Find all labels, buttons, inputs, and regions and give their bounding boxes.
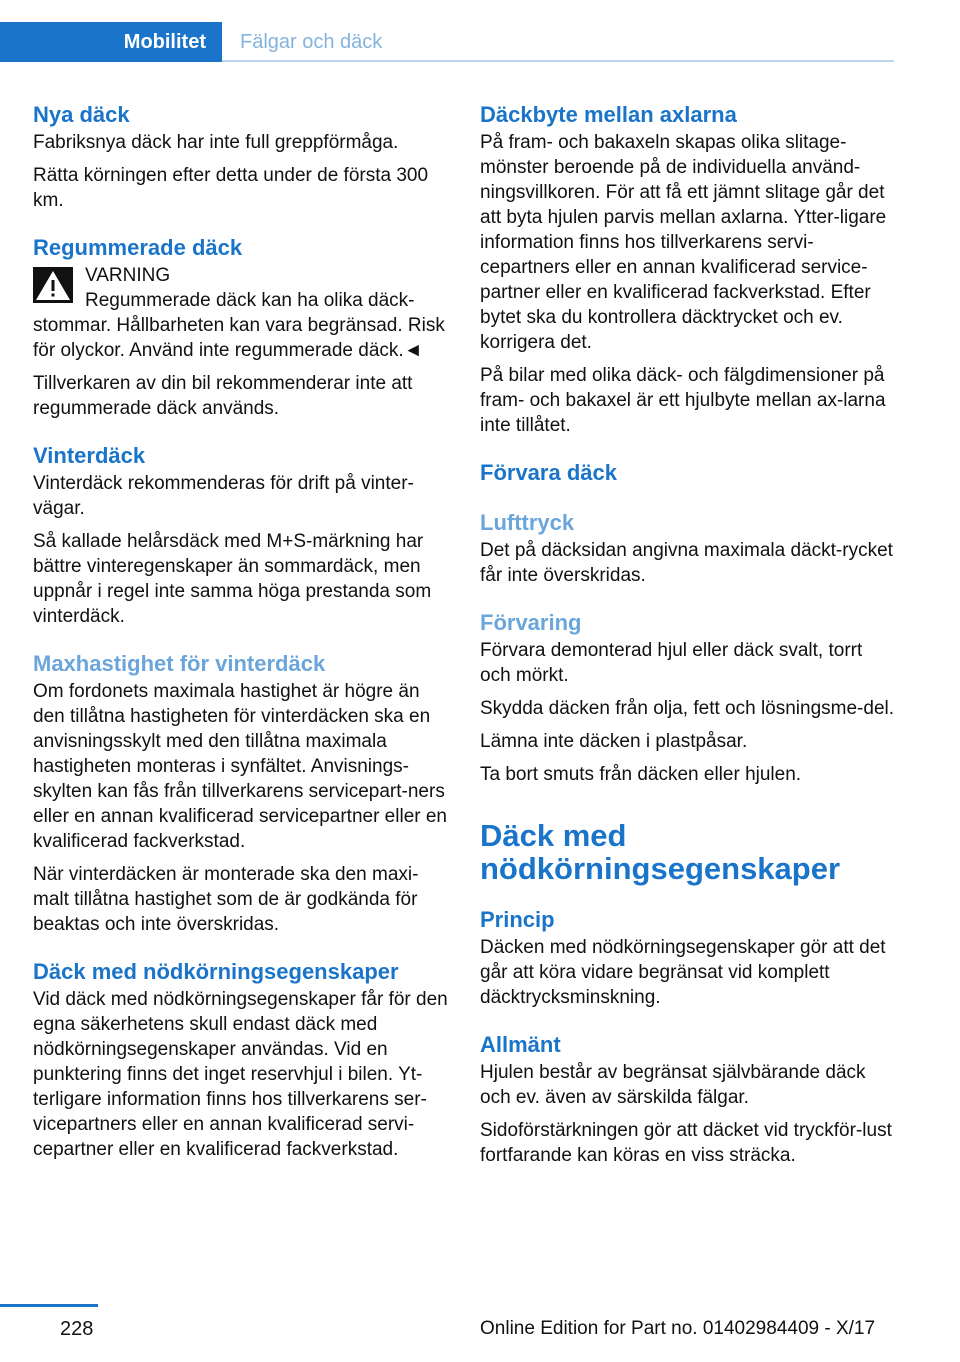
paragraph: Det på däcksidan angivna maximala däckt-rycket får inte överskridas. xyxy=(480,540,893,586)
paragraph: Skydda däcken från olja, fett och lösningsme-del. xyxy=(480,698,895,719)
warning-text: Regummerade däck kan ha olika däck-stommar. Hållbarheten kan vara begränsad. Risk för olyckor. Använd inte regummerade däck.◄ xyxy=(33,290,445,361)
heading-regummerade: Regummerade däck xyxy=(33,235,243,260)
chapter-title-line2: nödkörningsegenskaper xyxy=(480,851,841,886)
paragraph: På bilar med olika däck- och fälgdimensioner på fram- och bakaxel är ett hjulbyte mellan ax-larna inte tillåtet. xyxy=(480,365,886,436)
footer-rule xyxy=(0,1304,98,1307)
paragraph: Vid däck med nödkörningsegenskaper får för den egna säkerhetens skull endast däck med nödkörningsegenskaper användas. Vid en punktering finns det inget reservhjul i bilen. Yt-terligare information finns hos tillverkarens ser-vicepartners eller en annan kvalificerad servi-cepartner eller en kvalificerad fackverkstad. xyxy=(33,989,448,1160)
section-tab-mobilitet[interactable]: Mobilitet xyxy=(0,22,222,62)
heading-nya-dack: Nya däck xyxy=(33,102,130,127)
paragraph: Så kallade helårsdäck med M+S-märkning har bättre vinteregenskaper än sommardäck, men uppnår i regel inte samma höga prestanda som vinterdäck. xyxy=(33,531,432,627)
heading-vinterdack: Vinterdäck xyxy=(33,443,146,468)
chapter-title-line1: Däck med xyxy=(480,818,627,853)
section-tab-falgar[interactable]: Fälgar och däck xyxy=(240,30,383,53)
heading-allmant: Allmänt xyxy=(480,1032,561,1057)
paragraph: Hjulen består av begränsat självbärande däck och ev. även av särskilda fälgar. xyxy=(480,1062,866,1108)
edition-note: Online Edition for Part no. 01402984409 - X/17 xyxy=(480,1318,876,1339)
paragraph: Sidoförstärkningen gör att däcket vid tryckför-lust fortfarande kan köras en viss sträcka. xyxy=(480,1120,892,1166)
heading-forvaring: Förvaring xyxy=(480,610,582,635)
heading-lufttryck: Lufttryck xyxy=(480,510,575,535)
page-number: 228 xyxy=(60,1318,94,1340)
heading-forvara-dack: Förvara däck xyxy=(480,460,617,485)
heading-princip: Princip xyxy=(480,907,555,932)
paragraph: När vinterdäcken är monterade ska den maxi-malt tillåtna hastighet som de är godkända för beaktas och inte överskridas. xyxy=(33,864,419,935)
paragraph: Förvara demonterad hjul eller däck svalt, torrt och mörkt. xyxy=(480,640,863,686)
right-column xyxy=(480,100,894,1168)
warning-box xyxy=(33,263,449,363)
heading-nodkorning: Däck med nödkörningsegenskaper xyxy=(33,959,399,984)
warning-triangle-icon xyxy=(33,267,73,303)
paragraph: Ta bort smuts från däcken eller hjulen. xyxy=(480,764,802,785)
paragraph: Vinterdäck rekommenderas för drift på vinter-vägar. xyxy=(33,473,414,519)
chapter-title xyxy=(480,819,894,885)
header-rule xyxy=(222,60,894,62)
paragraph: Rätta körningen efter detta under de första 300 km. xyxy=(33,165,429,211)
warning-label: VARNING xyxy=(85,265,171,286)
paragraph: Däcken med nödkörningsegenskaper gör att det går att köra vidare begränsat vid komplett däcktrycksminskning. xyxy=(480,937,886,1008)
paragraph: Tillverkaren av din bil rekommenderar inte att regummerade däck används. xyxy=(33,373,413,419)
paragraph: Lämna inte däcken i plastpåsar. xyxy=(480,731,748,752)
paragraph: På fram- och bakaxeln skapas olika slitage-mönster beroende på de individuella använd-ningsvillkoren. För att få ett jämnt slitage går det att byta hjulen parvis mellan axlarna. Ytter-ligare information finns hos tillverkarens servi-cepartners eller en annan kvalificerad service-partner eller en kvalificerad fackverkstad. Efter bytet ska du kontrollera däcktrycket och ev. korrigera det. xyxy=(480,132,887,353)
paragraph: Om fordonets maximala hastighet är högre än den tillåtna hastigheten för vinterdäcken ska en anvisningsskylt med den tillåtna maximala hastigheten monteras i synfältet. Anvisnings-skylten kan fås från tillverkarens servicepart-ners eller en annan kvalificerad servicepartner eller en kvalificerad fackverkstad. xyxy=(33,681,448,852)
left-column xyxy=(33,100,449,1162)
heading-dackbyte: Däckbyte mellan axlarna xyxy=(480,102,737,127)
page-header xyxy=(0,0,894,62)
heading-maxhastighet: Maxhastighet för vinterdäck xyxy=(33,651,326,676)
paragraph: Fabriksnya däck har inte full greppförmåga. xyxy=(33,132,399,153)
